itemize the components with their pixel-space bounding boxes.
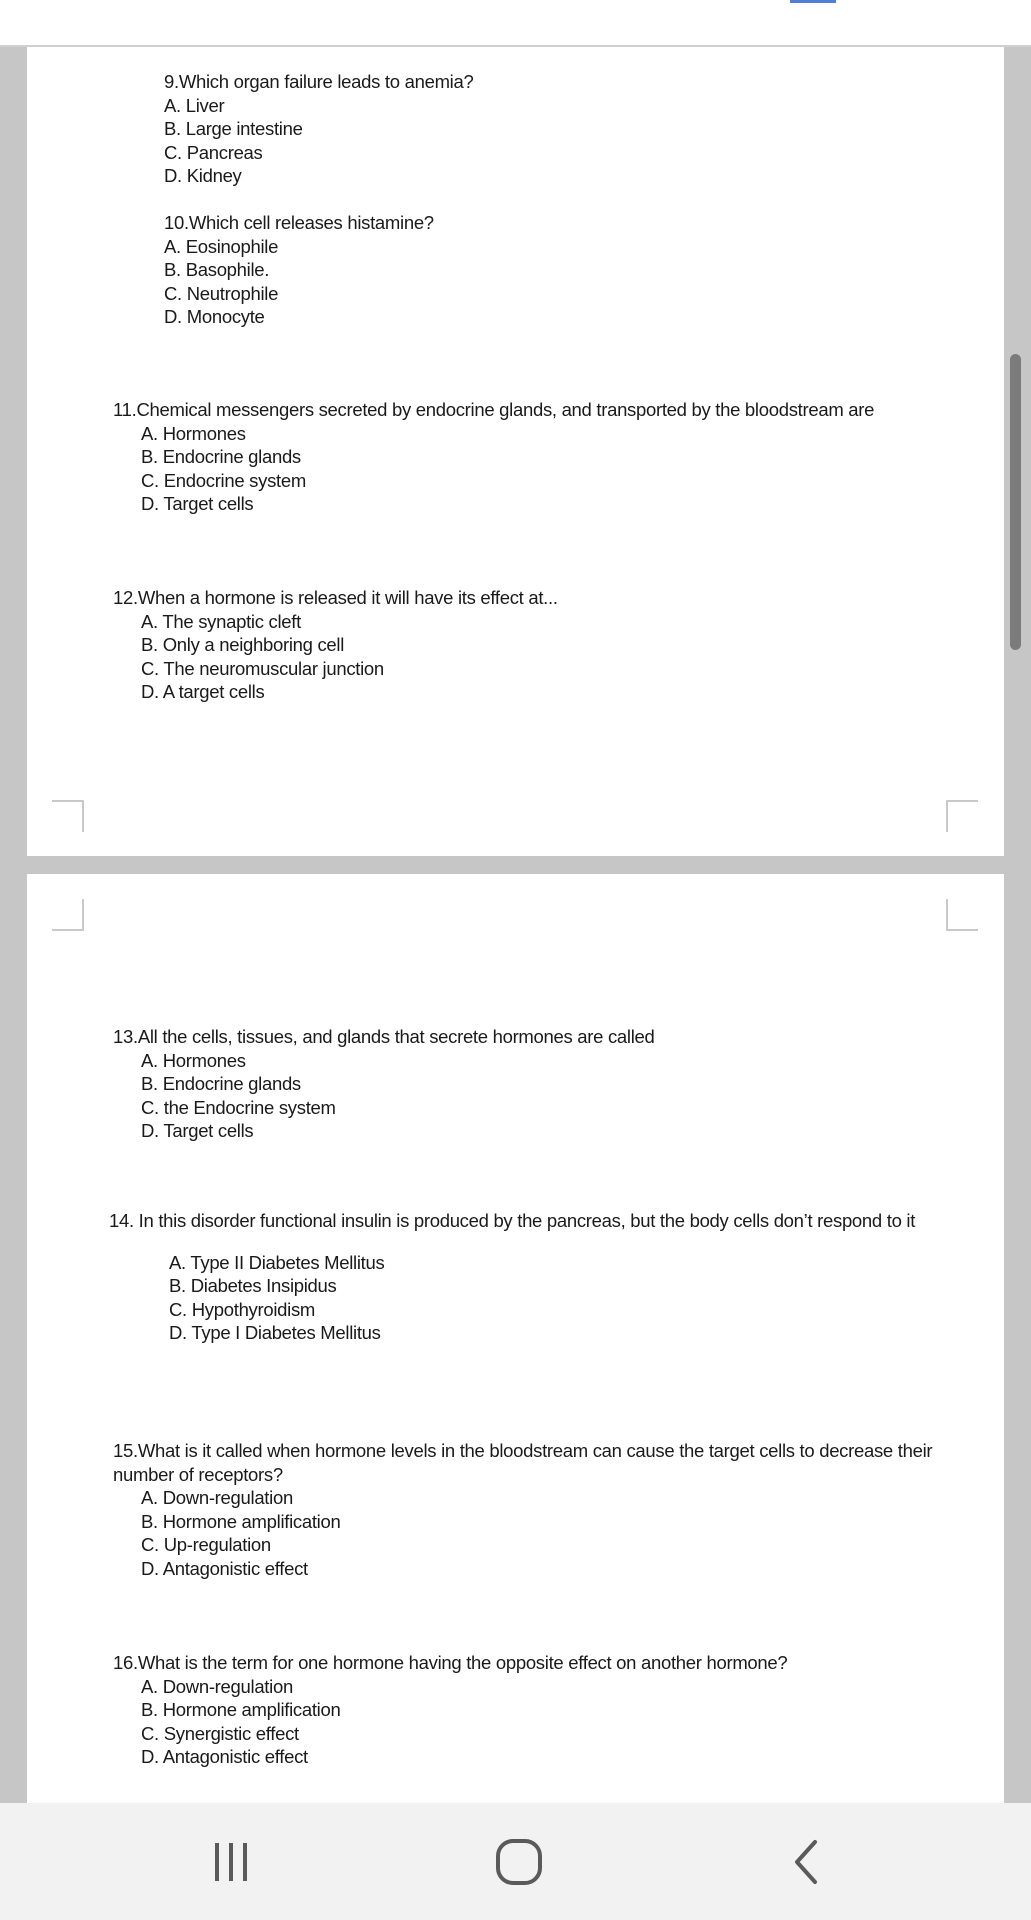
crop-mark [52,800,84,832]
option: D. Target cells [141,1120,254,1142]
question-text: Chemical messengers secreted by endocrine glands, and transported by the bloodstream are [136,399,875,420]
option: A. The synaptic cleft [141,610,301,632]
option: B. Only a neighboring cell [141,634,345,656]
option: C. Synergistic effect [141,1722,299,1744]
option: B. Hormone amplification [141,1699,341,1721]
option: B. Endocrine glands [141,446,301,468]
option: B. Endocrine glands [141,1073,301,1095]
option: B. Basophile. [164,259,270,281]
home-icon [493,1836,545,1888]
option: B. Diabetes Insipidus [169,1275,337,1297]
question-11 [113,398,874,516]
option: D. Monocyte [164,306,265,328]
option: A. Eosinophile [164,235,279,257]
option: D. Antagonistic effect [141,1746,308,1768]
question-12 [113,586,558,704]
question-number: 9. [164,71,179,92]
option: C. Endocrine system [141,469,306,491]
question-15 [113,1439,943,1581]
option: C. Neutrophile [164,282,279,304]
options-list [113,422,874,516]
document-page-2 [27,874,1004,1804]
crop-mark [52,899,84,931]
question-text: What is the term for one hormone having the opposite effect on another hormone? [137,1652,788,1673]
question-text: All the cells, tissues, and glands that secrete hormones are called [137,1026,655,1047]
question-number: 16. [113,1652,138,1673]
option: C. the Endocrine system [141,1096,336,1118]
option: D. Type I Diabetes Mellitus [169,1322,381,1344]
option: D. A target cells [141,681,265,703]
back-icon [787,1836,827,1888]
recent-apps-icon [207,1837,255,1887]
option: D. Kidney [164,165,242,187]
option: A. Down-regulation [141,1675,293,1697]
options-list [113,1675,787,1769]
option: C. Pancreas [164,141,263,163]
question-number: 13. [113,1026,138,1047]
question-9 [164,70,473,188]
back-button[interactable] [747,1803,867,1920]
question-13 [113,1025,655,1143]
vertical-scrollbar-thumb[interactable] [1010,354,1021,650]
top-app-bar [0,0,1031,47]
crop-mark [946,800,978,832]
document-page-1 [27,47,1004,856]
question-number: 12. [113,587,138,608]
option: C. Up-regulation [141,1534,271,1556]
question-text: What is it called when hormone levels in the bloodstream can cause the target cells to decrease their number of receptors? [113,1440,933,1485]
question-number: 14. [109,1210,134,1231]
option: A. Down-regulation [141,1487,293,1509]
option: D. Target cells [141,493,254,515]
options-list [109,1251,915,1345]
question-number: 15. [113,1440,138,1461]
question-16 [113,1651,787,1769]
question-text: When a hormone is released it will have its effect at... [137,587,558,608]
options-list [164,94,473,188]
option: C. The neuromuscular junction [141,657,384,679]
options-list [113,1049,655,1143]
option: A. Hormones [141,1049,246,1071]
question-text: In this disorder functional insulin is produced by the pancreas, but the body cells don’t respond to it [133,1210,916,1231]
option: A. Hormones [141,422,246,444]
option: C. Hypothyroidism [169,1298,316,1320]
option: A. Liver [164,94,225,116]
question-number: 11. [113,399,137,420]
system-navigation-bar [0,1803,1031,1920]
question-text: Which organ failure leads to anemia? [178,71,474,92]
option: B. Hormone amplification [141,1510,341,1532]
home-button[interactable] [459,1803,579,1920]
option: B. Large intestine [164,118,303,140]
crop-mark [946,899,978,931]
options-list [113,1486,943,1580]
question-text: Which cell releases histamine? [188,212,434,233]
recent-apps-button[interactable] [171,1803,291,1920]
options-list [113,610,558,704]
question-14 [109,1209,915,1345]
options-list [164,235,434,329]
option: D. Antagonistic effect [141,1557,308,1579]
question-10 [164,211,434,329]
question-number: 10. [164,212,189,233]
option: A. Type II Diabetes Mellitus [169,1251,385,1273]
active-tab-indicator [790,0,836,3]
